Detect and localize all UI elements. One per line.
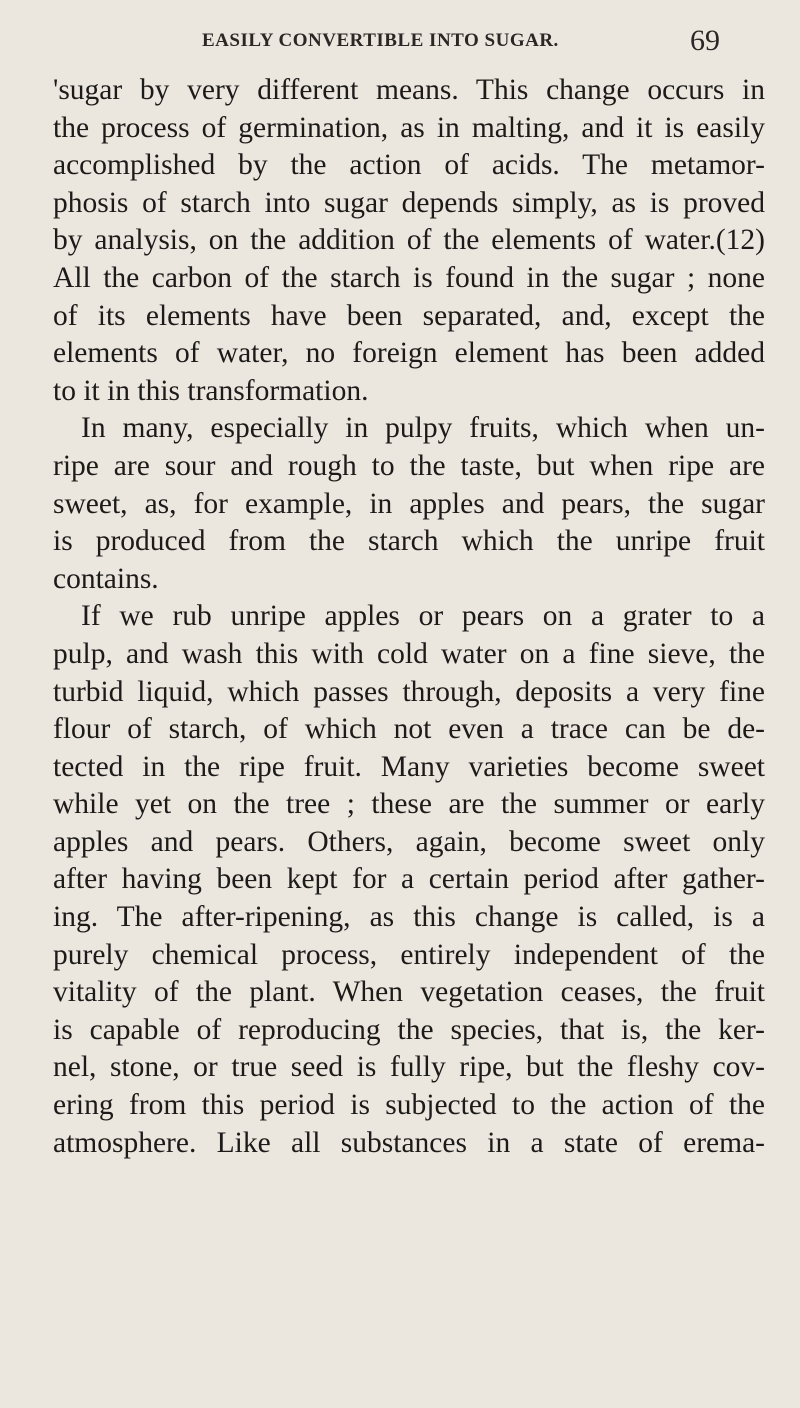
text-line: contains.	[53, 562, 159, 595]
text-line: flour of starch, of which not even a trace can be de-	[53, 713, 765, 746]
text-line: is produced from the starch which the unripe fruit	[53, 525, 765, 558]
text-line: ripe are sour and rough to the taste, but when ripe are	[53, 449, 765, 482]
text-line: of its elements have been separated, and, except the	[53, 299, 765, 332]
running-header: EASILY CONVERTIBLE INTO SUGAR.	[202, 30, 559, 51]
text-line: If we rub unripe apples or pears on a grater to a	[81, 600, 765, 633]
text-line: sweet, as, for example, in apples and pears, the sugar	[53, 487, 765, 520]
body-text	[53, 72, 765, 1162]
text-line: while yet on the tree ; these are the summer or early	[53, 788, 765, 821]
text-line: elements of water, no foreign element has been added	[53, 337, 765, 370]
text-line: phosis of starch into sugar depends simply, as is proved	[53, 186, 765, 219]
text-line: ering from this period is subjected to the action of the	[53, 1089, 765, 1122]
text-line: All the carbon of the starch is found in the sugar ; none	[53, 261, 765, 294]
text-line: the process of germination, as in malting, and it is easily	[53, 111, 765, 144]
text-line: accomplished by the action of acids. The metamor-	[53, 149, 765, 182]
page-number: 69	[690, 24, 720, 57]
text-line: turbid liquid, which passes through, deposits a very fine	[53, 675, 765, 708]
text-line: ing. The after-ripening, as this change is called, is a	[53, 901, 765, 934]
text-line: vitality of the plant. When vegetation ceases, the fruit	[53, 976, 765, 1009]
text-line: nel, stone, or true seed is fully ripe, but the fleshy cov-	[53, 1051, 765, 1084]
text-line: In many, especially in pulpy fruits, which when un-	[81, 412, 765, 445]
text-line: atmosphere. Like all substances in a state of erema-	[53, 1126, 765, 1159]
text-line: tected in the ripe fruit. Many varieties become sweet	[53, 750, 765, 783]
text-line: purely chemical process, entirely independent of the	[53, 938, 765, 971]
text-line: by analysis, on the addition of the elements of water.(12)	[53, 224, 765, 257]
text-line: after having been kept for a certain period after gather-	[53, 863, 765, 896]
text-line: is capable of reproducing the species, that is, the ker-	[53, 1013, 765, 1046]
text-line: to it in this transformation.	[53, 374, 369, 407]
text-line: apples and pears. Others, again, become sweet only	[53, 825, 765, 858]
text-line: 'sugar by very different means. This change occurs in	[53, 74, 765, 106]
text-line: pulp, and wash this with cold water on a fine sieve, the	[53, 637, 765, 670]
